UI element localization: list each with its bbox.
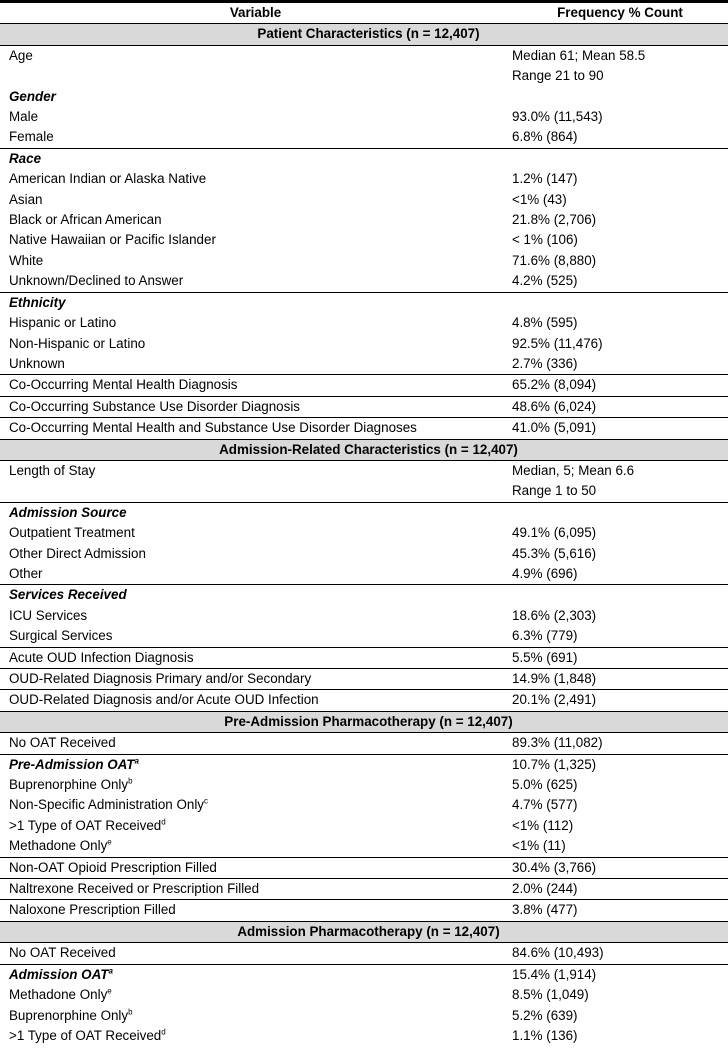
frequency-cell: [502, 754, 728, 775]
variable-label: Methadone Only: [9, 838, 108, 854]
table-row: [0, 210, 728, 230]
variable-cell: [0, 230, 502, 250]
variable-cell: [0, 606, 502, 626]
frequency-value: 48.6% (6,024): [512, 398, 597, 414]
variable-label: Buprenorphine Only: [9, 777, 129, 793]
variable-label: >1 Type of OAT Received: [9, 817, 162, 833]
variable-label: Co-Occurring Substance Use Disorder Diagnosis: [9, 398, 300, 414]
table-row: [0, 375, 728, 396]
frequency-value: 2.0% (244): [512, 881, 578, 897]
variable-cell: [0, 271, 502, 292]
frequency-cell: [502, 313, 728, 333]
variable-cell: [0, 334, 502, 354]
frequency-cell: [502, 857, 728, 878]
variable-cell: [0, 985, 502, 1005]
frequency-range: Range 21 to 90: [512, 68, 604, 84]
frequency-cell: [502, 544, 728, 564]
frequency-cell: [502, 523, 728, 543]
section-title: Patient Characteristics (n = 12,407): [0, 24, 728, 45]
category-row: [0, 964, 728, 985]
table-row: [0, 669, 728, 690]
table-header-row: [0, 2, 728, 24]
frequency-cell: [502, 230, 728, 250]
frequency-cell: [502, 606, 728, 626]
frequency-value: 49.1% (6,095): [512, 525, 597, 541]
footnote-marker: d: [161, 817, 166, 827]
frequency-range: Range 1 to 50: [512, 483, 597, 499]
frequency-value: 5.0% (625): [512, 777, 578, 793]
table-row: [0, 354, 728, 375]
table-row: [0, 816, 728, 836]
frequency-value: 4.7% (577): [512, 797, 578, 813]
footnote-marker: e: [107, 837, 112, 847]
frequency-value: 3.8% (477): [512, 902, 578, 918]
category-row: [0, 585, 728, 606]
frequency-cell: [502, 354, 728, 375]
variable-cell: [0, 251, 502, 271]
header-frequency: Frequency % Count: [502, 2, 728, 24]
frequency-value: 30.4% (3,766): [512, 859, 597, 875]
variable-cell: [0, 418, 502, 439]
table-row: [0, 396, 728, 417]
frequency-cell: [502, 669, 728, 690]
table-row: [0, 313, 728, 333]
variable-label: Admission Source: [9, 504, 127, 520]
frequency-cell: [502, 190, 728, 210]
table-row: [0, 606, 728, 626]
frequency-cell: [502, 733, 728, 754]
variable-label: American Indian or Alaska Native: [9, 171, 207, 187]
frequency-cell: [502, 375, 728, 396]
variable-cell: [0, 169, 502, 189]
frequency-value: 21.8% (2,706): [512, 212, 597, 228]
frequency-cell: [502, 964, 728, 985]
variable-label: Outpatient Treatment: [9, 525, 135, 541]
footnote-marker: a: [134, 756, 139, 766]
footnote-marker: c: [204, 796, 208, 806]
footnote-marker: a: [108, 966, 113, 976]
variable-cell: [0, 210, 502, 230]
category-row: [0, 148, 728, 169]
variable-cell: [0, 754, 502, 775]
variable-label: Length of Stay: [9, 462, 96, 478]
variable-cell: [0, 1026, 502, 1046]
frequency-value: <1% (43): [512, 191, 567, 207]
footnote-marker: b: [128, 1007, 133, 1017]
frequency-value: 14.9% (1,848): [512, 671, 597, 686]
variable-cell: [0, 354, 502, 375]
table-row: [0, 900, 728, 921]
variable-cell: [0, 292, 502, 313]
variable-cell: [0, 313, 502, 333]
frequency-value: 4.9% (696): [512, 565, 578, 581]
variable-label: White: [9, 252, 44, 268]
variable-label: Surgical Services: [9, 628, 113, 644]
frequency-cell: [502, 585, 728, 606]
table-row: [0, 626, 728, 647]
variable-cell: [0, 626, 502, 647]
variable-cell: [0, 148, 502, 169]
frequency-value: 4.8% (595): [512, 315, 578, 331]
table-row: [0, 647, 728, 668]
table-row: [0, 169, 728, 189]
variable-label: Admission OAT: [9, 966, 109, 982]
frequency-cell: [502, 836, 728, 857]
variable-cell: [0, 375, 502, 396]
table-row: [0, 230, 728, 250]
frequency-cell: [502, 127, 728, 148]
table-row: [0, 523, 728, 543]
frequency-cell: [502, 879, 728, 900]
variable-label: Co-Occurring Mental Health Diagnosis: [9, 377, 238, 393]
variable-cell: [0, 816, 502, 836]
variable-label: No OAT Received: [9, 735, 116, 751]
variable-cell: [0, 647, 502, 668]
frequency-cell: [502, 775, 728, 795]
table-row: [0, 733, 728, 754]
table-row: [0, 271, 728, 292]
variable-cell: [0, 544, 502, 564]
frequency-value: 89.3% (11,082): [512, 735, 603, 751]
section-header-row: [0, 711, 728, 732]
variable-cell: [0, 690, 502, 711]
frequency-cell: [502, 169, 728, 189]
table-body: [0, 24, 728, 1046]
frequency-cell: [502, 943, 728, 964]
variable-cell: [0, 396, 502, 417]
frequency-cell: [502, 795, 728, 815]
frequency-value: 71.6% (8,880): [512, 252, 597, 268]
variable-label: Black or African American: [9, 212, 162, 228]
variable-label: Services Received: [9, 587, 127, 603]
variable-label: Ethnicity: [9, 294, 66, 310]
frequency-value: 18.6% (2,303): [512, 607, 597, 623]
frequency-value: 20.1% (2,491): [512, 692, 597, 708]
frequency-value: 5.5% (691): [512, 649, 578, 665]
frequency-cell: [502, 647, 728, 668]
variable-cell: [0, 795, 502, 815]
variable-label: Co-Occurring Mental Health and Substance Use Disorder Diagnoses: [9, 420, 417, 436]
variable-label: Non-OAT Opioid Prescription Filled: [9, 859, 217, 875]
frequency-cell: [502, 985, 728, 1005]
frequency-cell: [502, 396, 728, 417]
section-title: Admission-Related Characteristics (n = 12,407): [0, 439, 728, 460]
table-row: [0, 251, 728, 271]
table-row: [0, 460, 728, 502]
header-variable: Variable: [0, 2, 502, 24]
frequency-value: <1% (11): [512, 838, 566, 854]
variable-cell: [0, 775, 502, 795]
frequency-value: 8.5% (1,049): [512, 987, 589, 1003]
table-row: [0, 1026, 728, 1046]
table-row: [0, 127, 728, 148]
table-row: [0, 1006, 728, 1026]
frequency-cell: [502, 251, 728, 271]
variable-label: Acute OUD Infection Diagnosis: [9, 649, 194, 665]
frequency-value: 6.3% (779): [512, 628, 578, 644]
frequency-cell: [502, 690, 728, 711]
variable-cell: [0, 1006, 502, 1026]
frequency-cell: [502, 460, 728, 502]
table-row: [0, 190, 728, 210]
variable-label: OUD-Related Diagnosis and/or Acute OUD Infection: [9, 692, 319, 708]
variable-label: Hispanic or Latino: [9, 315, 117, 331]
variable-label: Gender: [9, 88, 56, 104]
frequency-cell: [502, 816, 728, 836]
footnote-marker: e: [107, 986, 112, 996]
category-row: [0, 292, 728, 313]
table-row: [0, 775, 728, 795]
variable-cell: [0, 460, 502, 502]
section-header-row: [0, 439, 728, 460]
table-row: [0, 334, 728, 354]
frequency-value: 41.0% (5,091): [512, 420, 597, 436]
variable-label: OUD-Related Diagnosis Primary and/or Secondary: [9, 671, 312, 686]
variable-cell: [0, 943, 502, 964]
variable-label: Female: [9, 129, 54, 145]
variable-cell: [0, 523, 502, 543]
frequency-value: 92.5% (11,476): [512, 335, 603, 351]
variable-cell: [0, 836, 502, 857]
variable-label: Age: [9, 47, 33, 63]
section-title: Admission Pharmacotherapy (n = 12,407): [0, 921, 728, 942]
frequency-value: 4.2% (525): [512, 273, 578, 289]
frequency-cell: [502, 107, 728, 127]
variable-label: Buprenorphine Only: [9, 1007, 129, 1023]
table-row: [0, 795, 728, 815]
frequency-cell: [502, 148, 728, 169]
frequency-cell: [502, 564, 728, 585]
frequency-value: 2.7% (336): [512, 355, 578, 371]
frequency-value: 10.7% (1,325): [512, 756, 597, 772]
variable-cell: [0, 857, 502, 878]
category-row: [0, 754, 728, 775]
section-header-row: [0, 921, 728, 942]
section-header-row: [0, 24, 728, 45]
variable-label: Unknown: [9, 355, 65, 371]
frequency-cell: [502, 87, 728, 107]
variable-cell: [0, 190, 502, 210]
frequency-cell: [502, 292, 728, 313]
variable-cell: [0, 502, 502, 523]
variable-label: Other: [9, 565, 43, 581]
footnote-marker: d: [161, 1027, 166, 1037]
variable-label: Pre-Admission OAT: [9, 756, 135, 772]
frequency-value: 65.2% (8,094): [512, 377, 597, 393]
frequency-value: 1.1% (136): [512, 1027, 578, 1043]
variable-cell: [0, 964, 502, 985]
variable-label: Unknown/Declined to Answer: [9, 273, 184, 289]
variable-label: Asian: [9, 191, 43, 207]
table-row: [0, 544, 728, 564]
frequency-value: 45.3% (5,616): [512, 545, 597, 561]
table-row: [0, 418, 728, 439]
frequency-value: < 1% (106): [512, 232, 578, 248]
frequency-value: 15.4% (1,914): [512, 966, 597, 982]
frequency-cell: [502, 900, 728, 921]
table-row: [0, 985, 728, 1005]
table-row: [0, 45, 728, 86]
section-title: Pre-Admission Pharmacotherapy (n = 12,407): [0, 711, 728, 732]
frequency-value: 84.6% (10,493): [512, 945, 604, 961]
table-row: [0, 836, 728, 857]
table-row: [0, 564, 728, 585]
variable-label: ICU Services: [9, 607, 88, 623]
footnote-marker: b: [128, 776, 133, 786]
variable-label: Methadone Only: [9, 987, 108, 1003]
variable-label: Naltrexone Received or Prescription Filled: [9, 881, 260, 897]
frequency-cell: [502, 418, 728, 439]
variable-cell: [0, 733, 502, 754]
variable-cell: [0, 87, 502, 107]
variable-cell: [0, 564, 502, 585]
frequency-value: 5.2% (639): [512, 1007, 578, 1023]
frequency-cell: [502, 502, 728, 523]
category-row: [0, 87, 728, 107]
variable-cell: [0, 879, 502, 900]
frequency-value: 6.8% (864): [512, 129, 578, 145]
variable-label: Non-Hispanic or Latino: [9, 335, 146, 351]
frequency-value: <1% (112): [512, 817, 574, 833]
frequency-cell: [502, 1026, 728, 1046]
variable-cell: [0, 669, 502, 690]
frequency-value: 1.2% (147): [512, 171, 578, 187]
table-row: [0, 690, 728, 711]
table-row: [0, 943, 728, 964]
table-row: [0, 879, 728, 900]
variable-cell: [0, 127, 502, 148]
variable-label: >1 Type of OAT Received: [9, 1027, 162, 1043]
frequency-value: Median, 5; Mean 6.6: [512, 462, 635, 478]
variable-label: Non-Specific Administration Only: [9, 797, 204, 813]
variable-label: Race: [9, 150, 42, 166]
variable-label: No OAT Received: [9, 945, 116, 961]
variable-cell: [0, 585, 502, 606]
category-row: [0, 502, 728, 523]
frequency-cell: [502, 271, 728, 292]
variable-label: Native Hawaiian or Pacific Islander: [9, 232, 216, 248]
frequency-cell: [502, 334, 728, 354]
frequency-value: 93.0% (11,543): [512, 109, 603, 125]
frequency-cell: [502, 626, 728, 647]
frequency-cell: [502, 210, 728, 230]
table-row: [0, 107, 728, 127]
variable-label: Naloxone Prescription Filled: [9, 902, 176, 918]
frequency-cell: [502, 1006, 728, 1026]
variable-label: Other Direct Admission: [9, 545, 146, 561]
frequency-value: Median 61; Mean 58.5: [512, 47, 646, 63]
variable-cell: [0, 107, 502, 127]
variable-cell: [0, 45, 502, 86]
variable-cell: [0, 900, 502, 921]
frequency-cell: [502, 45, 728, 86]
table-row: [0, 857, 728, 878]
variable-label: Male: [9, 109, 39, 125]
